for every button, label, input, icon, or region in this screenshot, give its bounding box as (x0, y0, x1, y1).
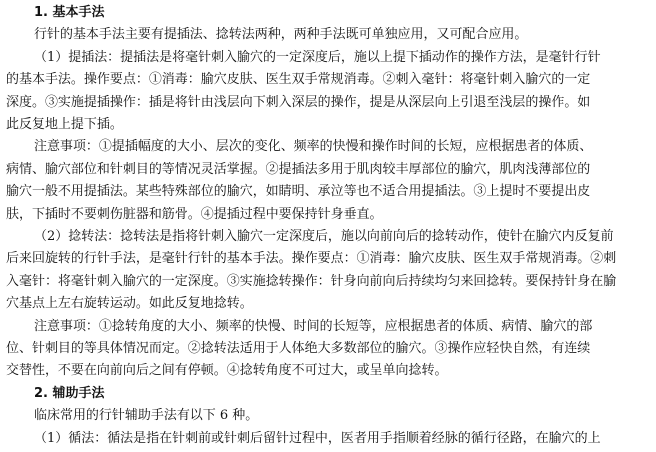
notes-line: 肤，下插时不要刺伤脏器和筋骨。④提插过程中要保持针身垂直。 (6, 206, 383, 222)
section-heading-auxiliary: 2. 辅助手法 (34, 385, 105, 401)
paragraph-text: 提插法是将毫针刺入腧穴的一定深度后，施以上提下插动作的操作方法，是毫针行针 (120, 49, 601, 65)
notes-line: 交替性，不要在向前向后之间有停顿。④捻转角度不可过大，或呈单向捻转。 (6, 363, 448, 379)
paragraph-intro: 临床常用的行针辅助手法有以下 6 种。 (34, 408, 259, 424)
notes-line: 位、针刺目的等具体情况而定。②捻转法适用于人体绝大多数部位的腧穴。③操作应轻快自然，有连续 (6, 341, 591, 356)
paragraph-line: 穴基点上左右旋转运动。如此反复地捻转。 (6, 296, 253, 312)
technique-twirling-line-1 (34, 226, 656, 248)
technique-circulating-line-1 (34, 428, 656, 450)
notes-line: 注意事项：①提插幅度的大小、层次的变化、频率的快慢和操作时间的长短，应根据患者的体质、 (34, 139, 593, 155)
notes-line: 注意事项：①捻转角度的大小、频率的快慢、时间的长短等，应根据患者的体质、病情、腧穴的部 (34, 318, 593, 334)
paragraph-line: 此反复地上提下插。 (6, 117, 123, 132)
notes-line: 病情、腧穴部位和针刺目的等情况灵活掌握。②提插法多用于肌肉较丰厚部位的腧穴，肌肉浅薄部位的 (6, 161, 591, 177)
paragraph-line: 深度。③实施提插操作：插是将针由浅层向下刺入深层的操作，提是从深层向上引退至浅层的操作。如 (6, 94, 591, 110)
paragraph-line: 入毫针：将毫针刺入腧穴的一定深度。③实施捻转操作：针身向前向后持续均匀来回捻转。要保持针身在腧 (6, 273, 617, 289)
paragraph-text: 循法是指在针刺前或针刺后留针过程中，医者用手指顺着经脉的循行径路，在腧穴的上 (107, 430, 601, 446)
paragraph-line: 的基本手法。操作要点：①消毒：腧穴皮肤、医生双手常规消毒。②刺入毫针：将毫针刺入腧穴的一定 (6, 72, 591, 88)
paragraph-line: 后来回旋转的行针手法，是毫针行针的基本手法。操作要点：①消毒：腧穴皮肤、医生双手常规消毒。②刺 (6, 251, 617, 267)
technique-label: （1）循法： (34, 430, 108, 446)
technique-label: （2）捻转法： (34, 229, 121, 244)
technique-label: （1）提插法： (34, 49, 121, 65)
technique-lifting-line-1 (34, 47, 656, 69)
paragraph-intro: 行针的基本手法主要有提插法、捻转法两种，两种手法既可单独应用，又可配合应用。 (34, 27, 528, 43)
section-heading-basic: 1. 基本手法 (34, 5, 105, 20)
notes-line: 腧穴一般不用提插法。某些特殊部位的腧穴，如睛明、承泣等也不适合用提插法。③上提时不要提出皮 (6, 184, 591, 200)
paragraph-text: 捻转法是指将针刺入腧穴一定深度后，施以向前向后的捻转动作，使针在腧穴内反复前 (120, 229, 614, 244)
